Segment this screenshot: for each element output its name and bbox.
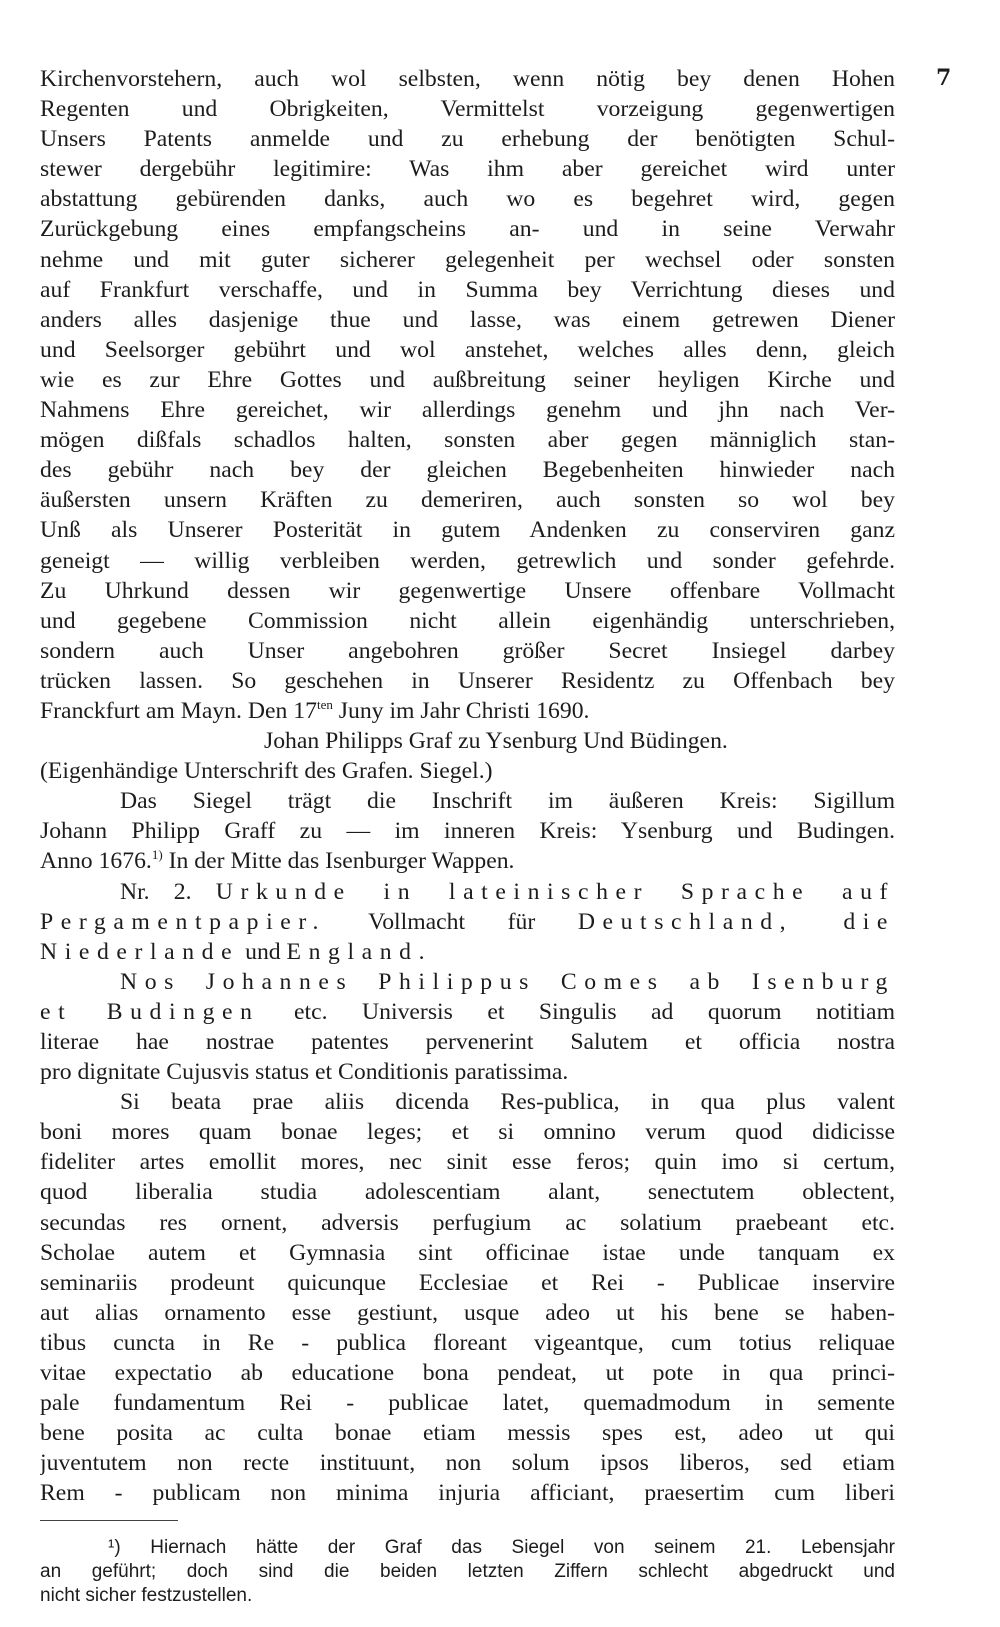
latin-intro-line	[40, 997, 895, 1027]
date-text: Franckfurt am Mayn. Den 17	[40, 697, 317, 724]
text-line: trücken lassen. So geschehen in Unserer Residentz zu Offenbach bey	[40, 667, 895, 694]
text-line: Regenten und Obrigkeiten, Vermittelst vorzeigung gegenwertigen	[40, 96, 895, 123]
latin-name: Nos Johannes Philippus Comes ab Isenburg	[120, 968, 895, 995]
latin-text: etc. Universis et Singulis ad quorum notitiam	[294, 998, 895, 1025]
latin-line: vitae expectatio ab educatione bona pendeat, ut pote in qua princi-	[40, 1360, 895, 1387]
seal-line-last	[40, 846, 895, 876]
body-text	[40, 64, 895, 1509]
doc2-text: und	[245, 938, 281, 965]
latin-line: quod liberalia studia adolescentiam alant, senectutem oblectent,	[40, 1179, 895, 1206]
text-line: Kirchenvorstehern, auch wol selbsten, wenn nötig bey denen Hohen	[40, 66, 895, 92]
latin-line: aut alias ornamento esse gestiunt, usque adeo ut his bene se haben-	[40, 1299, 895, 1326]
latin-line: Rem - publicam non minima injuria afficiant, praesertim cum liberi	[40, 1480, 895, 1507]
date-text-end: Juny im Jahr Christi 1690.	[332, 697, 590, 724]
footnote	[40, 1536, 895, 1608]
footnote-line: an geführt; doch sind die beiden letzten Ziffern schlecht abgedruckt und	[40, 1561, 895, 1582]
text-line: Unsers Patents anmelde und zu erhebung der benötigten Schul-	[40, 126, 895, 153]
doc2-number: Nr. 2.	[120, 878, 192, 905]
text-line: und Seelsorger gebührt und wol anstehet, welches alles denn, gleich	[40, 336, 895, 363]
doc2-country: England.	[286, 938, 433, 965]
seal-line: Das Siegel trägt die Inschrift im äußeren Kreis: Sigillum	[120, 788, 895, 815]
signature-note: (Eigenhändige Unterschrift des Grafen. Siegel.)	[40, 758, 493, 785]
signature-line: Johan Philipps Graf zu Ysenburg Und Büdingen.	[264, 728, 728, 755]
latin-line: seminariis prodeunt quicunque Ecclesiae et Rei - Publicae inservire	[40, 1269, 895, 1296]
footnote-reference: 1)	[151, 847, 163, 863]
date-line	[40, 696, 895, 726]
latin-line: pale fundamentum Rei - publicae latet, quemadmodum in semente	[40, 1390, 895, 1417]
latin-line: fideliter artes emollit mores, nec sinit esse feros; quin imo si certum,	[40, 1149, 895, 1176]
date-superscript: ten	[316, 697, 333, 713]
text-line: nehme und mit guter sicherer gelegenheit per wechsel oder sonsten	[40, 246, 895, 273]
doc2-title: Urkunde in lateinischer Sprache auf	[215, 878, 895, 905]
latin-name: Budingen	[106, 998, 260, 1025]
latin-line: boni mores quam bonae leges; et si omnino verum quod didicisse	[40, 1119, 895, 1146]
text-line: wie es zur Ehre Gottes und außbreitung seiner heyligen Kirche und	[40, 366, 895, 393]
text-line: des gebühr nach bey der gleichen Begebenheiten hinwieder nach	[40, 457, 895, 484]
latin-line: tibus cuncta in Re - publica floreant vigeantque, cum totius reliquae	[40, 1329, 895, 1356]
latin-line: literae hae nostrae patentes pervenerint Salutem et officia nostra	[40, 1029, 895, 1055]
latin-line: juventutem non recte instituunt, non solum ipsos liberos, sed etiam	[40, 1450, 895, 1477]
doc2-country: Niederlande	[40, 938, 240, 965]
doc2-country: Deutschland, die	[577, 908, 895, 935]
text-line: auf Frankfurt verschaffe, und in Summa bey Verrichtung dieses und	[40, 276, 895, 303]
text-line: Zurückgebung eines empfangscheins an- und in seine Verwahr	[40, 216, 895, 243]
seal-line: Johann Philipp Graff zu — im inneren Kreis: Ysenburg und Budingen.	[40, 818, 895, 845]
latin-line: pro dignitate Cujusvis status et Conditionis paratissima.	[40, 1059, 569, 1086]
page-number: 7	[936, 65, 952, 91]
text-line: mögen dißfals schadlos halten, sonsten aber gegen männiglich stan-	[40, 427, 895, 454]
footnote-line: nicht sicher festzustellen.	[40, 1585, 253, 1606]
latin-line: Scholae autem et Gymnasia sint officinae istae unde tanquam ex	[40, 1239, 895, 1266]
text-line: sondern auch Unser angebohren größer Secret Insiegel darbey	[40, 637, 895, 664]
text-line: Nahmens Ehre gereichet, wir allerdings genehm und jhn nach Ver-	[40, 397, 895, 424]
text-line: Unß als Unserer Posterität in gutem Andenken zu conserviren ganz	[40, 517, 895, 544]
footnote-marker: ¹)	[108, 1537, 121, 1558]
text-line: und gegebene Commission nicht allein eigenhändig unterschrieben,	[40, 607, 895, 634]
footnote-line	[40, 1536, 895, 1560]
text-line: geneigt — willig verbleiben werden, getrewlich und sonder gefehrde.	[40, 547, 895, 574]
text-line: anders alles dasjenige thue und lasse, was einem getrewen Diener	[40, 306, 895, 333]
footnote-text: Hiernach hätte der Graf das Siegel von seinem 21. Lebensjahr	[150, 1537, 895, 1558]
text-line: Zu Uhrkund dessen wir gegenwertige Unsere offenbare Vollmacht	[40, 577, 895, 604]
footnote-divider	[40, 1520, 178, 1521]
latin-line: secundas res ornent, adversis perfugium ac solatium praebeant etc.	[40, 1209, 895, 1236]
latin-intro-line	[40, 967, 895, 997]
latin-name: et	[40, 998, 73, 1025]
doc2-material: Pergamentpapier.	[40, 908, 327, 935]
doc2-heading-line	[40, 907, 895, 937]
doc2-heading-line	[40, 937, 895, 967]
latin-line: Si beata prae aliis dicenda Res-publica, in qua plus valent	[120, 1089, 895, 1116]
text-line: äußersten unsern Kräften zu demeriren, auch sonsten so wol bey	[40, 487, 895, 514]
seal-text-end: In der Mitte das Isenburger Wappen.	[162, 848, 515, 875]
doc2-text: Vollmacht für	[368, 908, 536, 935]
latin-line: bene posita ac culta bonae etiam messis spes est, adeo ut qui	[40, 1420, 895, 1447]
text-line: abstattung gebürenden danks, auch wo es begehret wird, gegen	[40, 186, 895, 213]
seal-text: Anno 1676.	[40, 848, 152, 875]
text-line: stewer dergebühr legitimire: Was ihm aber gereichet wird unter	[40, 156, 895, 183]
doc2-heading-line	[40, 877, 895, 907]
